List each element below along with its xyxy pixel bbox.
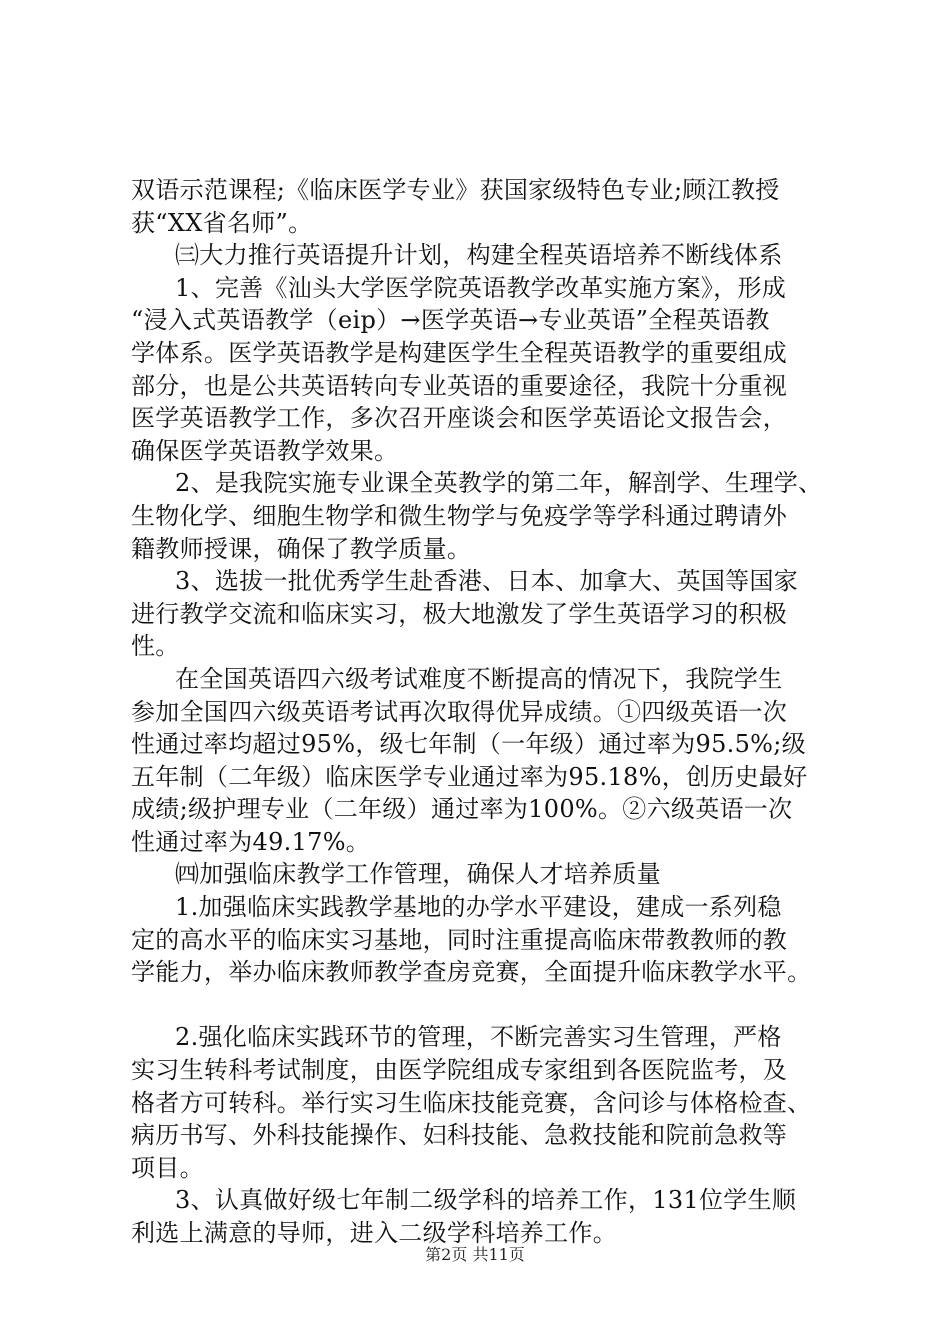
text-line: 五年制（二年级）临床医学专业通过率为95.18%，创历史最好 bbox=[131, 762, 808, 791]
blank-line bbox=[131, 989, 851, 1022]
text-line: 病历书写、外科技能操作、妇科技能、急救技能和院前急救等 bbox=[131, 1121, 788, 1150]
text-line: 实习生转科考试制度，由医学院组成专家组到各医院监考，及 bbox=[131, 1056, 788, 1085]
text-line: 项目。 bbox=[131, 1153, 204, 1182]
text-line: 性通过率为49.17%。 bbox=[131, 827, 371, 856]
text-line: 1、完善《汕头大学医学院英语教学改革实施方案》，形成 bbox=[175, 273, 787, 302]
text-line: 进行教学交流和临床实习，极大地激发了学生英语学习的积极 bbox=[131, 599, 788, 628]
document-body bbox=[131, 174, 851, 1250]
text-line: 3、认真做好级七年制二级学科的培养工作，131位学生顺 bbox=[175, 1186, 797, 1215]
text-line: 性通过率均超过95%，级七年制（一年级）通过率为95.5%;级 bbox=[131, 730, 806, 759]
page-footer: 第2页 共11页 bbox=[425, 1245, 525, 1264]
text-line: 格者方可转科。举行实习生临床技能竞赛，含问诊与体格检查、 bbox=[131, 1088, 812, 1117]
text-line: 在全国英语四六级考试难度不断提高的情况下，我院学生 bbox=[175, 664, 783, 693]
text-line: 3、选拔一批优秀学生赴香港、日本、加拿大、英国等国家 bbox=[175, 567, 799, 596]
text-line: 1.加强临床实践教学基地的办学水平建设，建成一系列稳 bbox=[175, 893, 782, 922]
text-line: 定的高水平的临床实习基地，同时注重提高临床带教教师的教 bbox=[131, 925, 788, 954]
text-line: 获“XX省名师”。 bbox=[131, 208, 313, 237]
text-line: “浸入式英语教学（eip）→医学英语→专业英语”全程英语教 bbox=[131, 306, 770, 335]
text-line: 性。 bbox=[131, 632, 180, 661]
text-line: 生物化学、细胞生物学和微生物学与免疫学等学科通过聘请外 bbox=[131, 501, 788, 530]
text-line: 部分，也是公共英语转向专业英语的重要途径，我院十分重视 bbox=[131, 371, 788, 400]
text-line: 籍教师授课，确保了教学质量。 bbox=[131, 534, 472, 563]
text-line: 双语示范课程;《临床医学专业》获国家级特色专业;顾江教授 bbox=[131, 176, 780, 204]
text-line: 参加全国四六级英语考试再次取得优异成绩。①四级英语一次 bbox=[131, 697, 788, 726]
text-line: 2、是我院实施专业课全英教学的第二年，解剖学、生理学、 bbox=[175, 469, 823, 498]
text-line: 成绩;级护理专业（二年级）通过率为100%。②六级英语一次 bbox=[131, 795, 793, 824]
text-line: 医学英语教学工作，多次召开座谈会和医学英语论文报告会， bbox=[131, 404, 788, 433]
text-line: 学能力，举办临床教师教学查房竞赛，全面提升临床教学水平。 bbox=[131, 958, 812, 987]
text-line: ㈢大力推行英语提升计划，构建全程英语培养不断线体系 bbox=[175, 241, 783, 270]
text-line: 2.强化临床实践环节的管理，不断完善实习生管理，严格 bbox=[175, 1023, 782, 1052]
text-line: 利选上满意的导师，进入二级学科培养工作。 bbox=[131, 1219, 617, 1247]
text-line: 确保医学英语教学效果。 bbox=[131, 436, 399, 465]
text-line: 学体系。医学英语教学是构建医学生全程英语教学的重要组成 bbox=[131, 338, 788, 367]
text-line: ㈣加强临床教学工作管理，确保人才培养质量 bbox=[175, 860, 661, 889]
